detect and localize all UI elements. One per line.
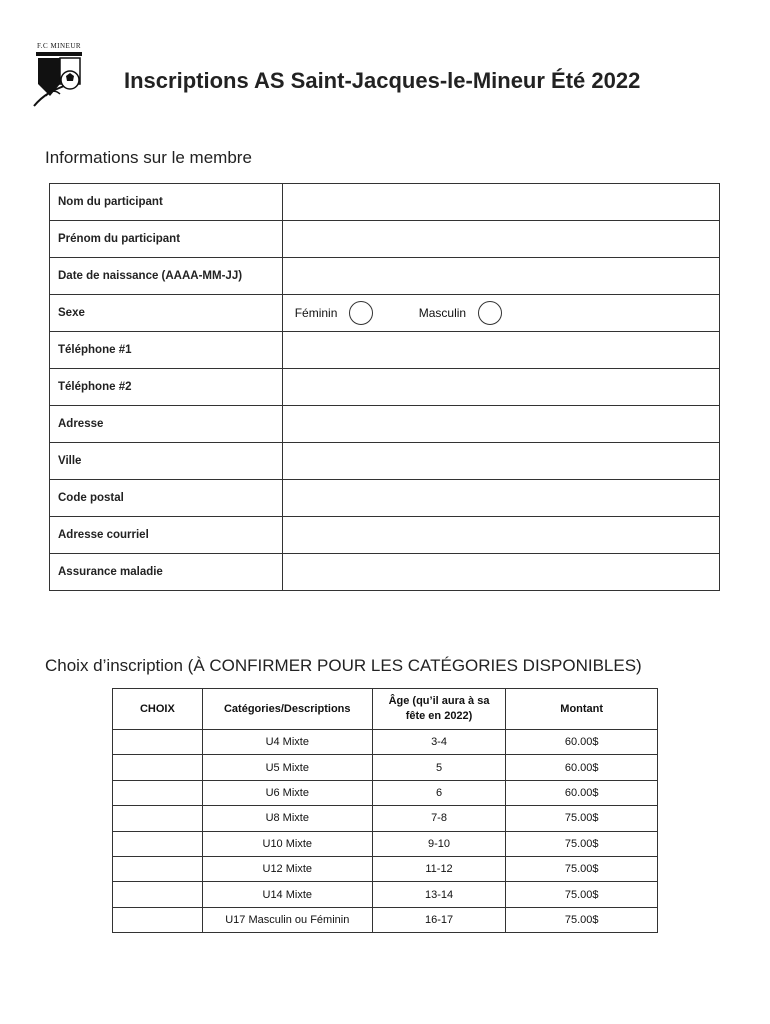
header-choix: CHOIX (113, 689, 203, 730)
field-label: Téléphone #2 (50, 369, 283, 406)
field-input[interactable] (282, 480, 719, 517)
logo-text: F.C MINEUR (36, 42, 82, 50)
header-montant: Montant (506, 689, 658, 730)
member-row (50, 554, 720, 591)
member-row (50, 517, 720, 554)
age-cell: 11-12 (372, 856, 506, 881)
choice-select-cell[interactable] (113, 831, 203, 856)
member-row (50, 184, 720, 221)
choice-select-cell[interactable] (113, 730, 203, 755)
category-cell: U17 Masculin ou Féminin (202, 907, 372, 932)
category-cell: U12 Mixte (202, 856, 372, 881)
category-cell: U14 Mixte (202, 882, 372, 907)
member-row (50, 221, 720, 258)
choice-section-title: Choix d’inscription (À CONFIRMER POUR LES CATÉGORIES DISPONIBLES) (45, 656, 642, 675)
field-label: Adresse (50, 406, 283, 443)
field-input[interactable] (282, 443, 719, 480)
choice-select-cell[interactable] (113, 755, 203, 780)
amount-cell: 75.00$ (506, 882, 658, 907)
age-cell: 9-10 (372, 831, 506, 856)
male-radio[interactable] (478, 301, 502, 325)
field-label: Ville (50, 443, 283, 480)
choice-select-cell[interactable] (113, 856, 203, 881)
sexe-options (291, 301, 711, 325)
male-option[interactable] (419, 301, 502, 325)
header-age-line2: fête en 2022) (405, 710, 473, 722)
field-label: Code postal (50, 480, 283, 517)
age-cell: 16-17 (372, 907, 506, 932)
category-cell: U5 Mixte (202, 755, 372, 780)
choice-row (113, 856, 658, 881)
field-input[interactable] (282, 517, 719, 554)
field-label: Adresse courriel (50, 517, 283, 554)
amount-cell: 75.00$ (506, 806, 658, 831)
member-row (50, 258, 720, 295)
age-cell: 6 (372, 780, 506, 805)
member-row (50, 443, 720, 480)
age-cell: 3-4 (372, 730, 506, 755)
member-row (50, 406, 720, 443)
male-label: Masculin (418, 306, 467, 320)
category-cell: U8 Mixte (202, 806, 372, 831)
amount-cell: 75.00$ (506, 856, 658, 881)
sexe-field (282, 295, 719, 332)
field-label: Prénom du participant (50, 221, 283, 258)
page-title: Inscriptions AS Saint-Jacques-le-Mineur Été 2022 (124, 68, 641, 93)
age-cell: 7-8 (372, 806, 506, 831)
category-cell: U10 Mixte (202, 831, 372, 856)
choice-row (113, 806, 658, 831)
soccer-shield-icon (30, 50, 88, 110)
header-categories: Catégories/Descriptions (202, 689, 372, 730)
header-age (372, 689, 506, 730)
choice-select-cell[interactable] (113, 806, 203, 831)
female-label: Féminin (294, 306, 338, 320)
choice-select-cell[interactable] (113, 882, 203, 907)
amount-cell: 75.00$ (506, 907, 658, 932)
choice-row (113, 907, 658, 932)
field-label: Date de naissance (AAAA-MM-JJ) (50, 258, 283, 295)
member-row (50, 369, 720, 406)
choice-row (113, 831, 658, 856)
field-label: Assurance maladie (50, 554, 283, 591)
amount-cell: 60.00$ (506, 780, 658, 805)
female-option[interactable] (295, 301, 374, 325)
field-input[interactable] (282, 406, 719, 443)
field-input[interactable] (282, 221, 719, 258)
choice-row (113, 755, 658, 780)
field-label: Sexe (50, 295, 283, 332)
field-label: Nom du participant (50, 184, 283, 221)
field-input[interactable] (282, 369, 719, 406)
age-cell: 5 (372, 755, 506, 780)
choice-header-row (113, 689, 658, 730)
field-input[interactable] (282, 184, 719, 221)
member-row (50, 480, 720, 517)
field-input[interactable] (282, 554, 719, 591)
amount-cell: 60.00$ (506, 755, 658, 780)
header-age-line1: Âge (qu’il aura à sa (388, 695, 490, 707)
field-label: Téléphone #1 (50, 332, 283, 369)
member-info-table (49, 183, 720, 591)
amount-cell: 60.00$ (506, 730, 658, 755)
age-cell: 13-14 (372, 882, 506, 907)
category-cell: U4 Mixte (202, 730, 372, 755)
field-input[interactable] (282, 332, 719, 369)
member-row (50, 295, 720, 332)
female-radio[interactable] (349, 301, 373, 325)
choice-select-cell[interactable] (113, 907, 203, 932)
choice-select-cell[interactable] (113, 780, 203, 805)
club-logo (30, 42, 88, 110)
choice-row (113, 882, 658, 907)
member-section-title: Informations sur le membre (45, 148, 252, 167)
member-row (50, 332, 720, 369)
registration-choice-table (112, 688, 658, 933)
choice-row (113, 730, 658, 755)
amount-cell: 75.00$ (506, 831, 658, 856)
field-input[interactable] (282, 258, 719, 295)
category-cell: U6 Mixte (202, 780, 372, 805)
choice-row (113, 780, 658, 805)
